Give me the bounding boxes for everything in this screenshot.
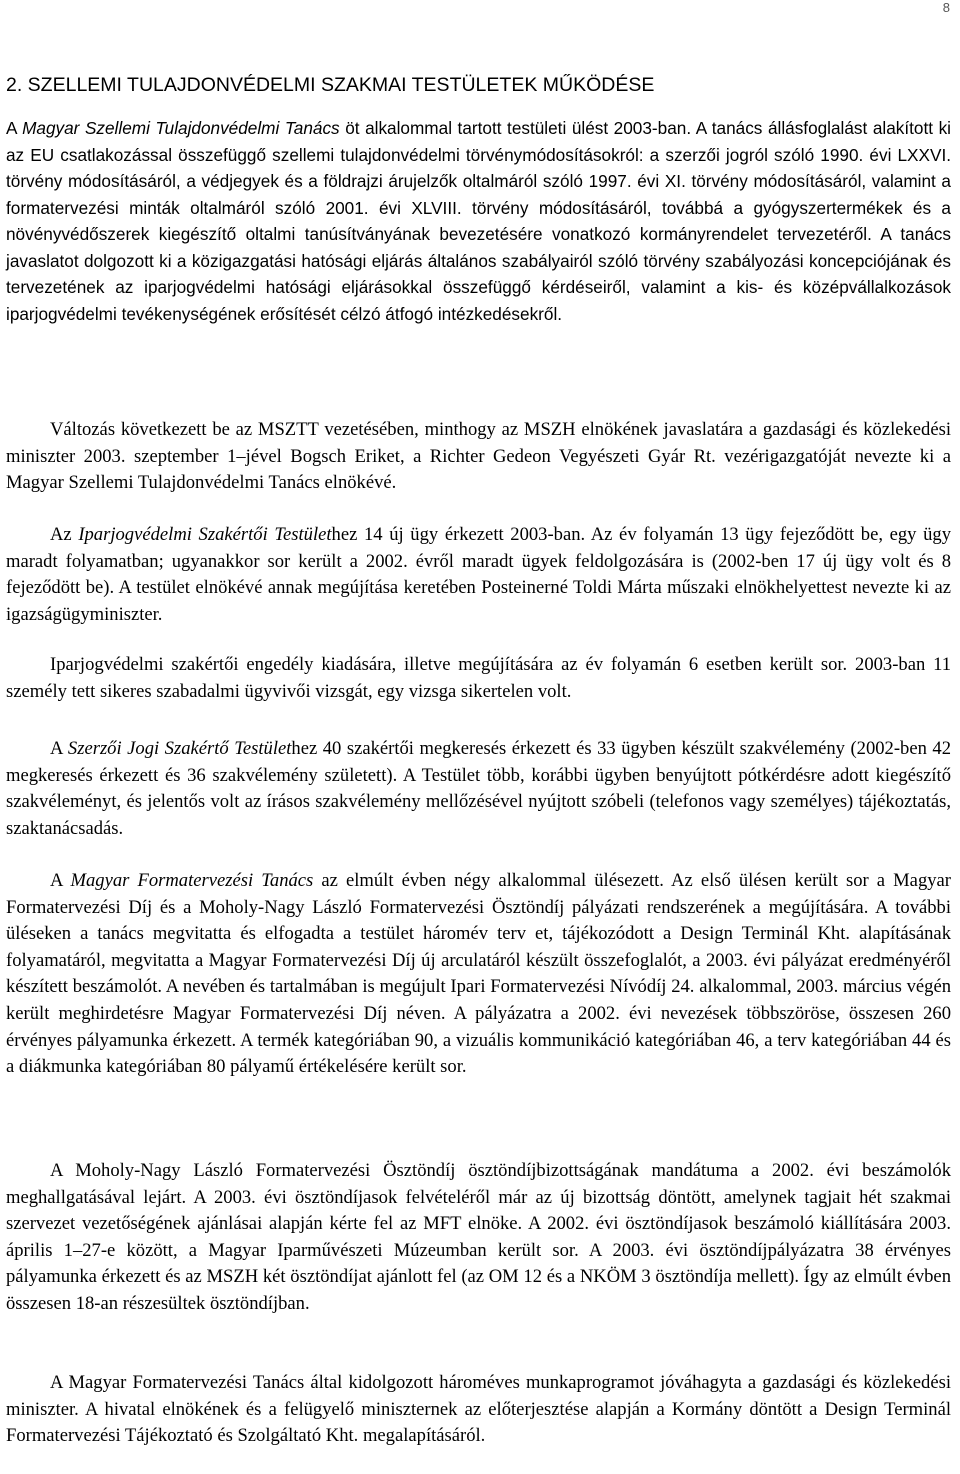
section-heading: 2. SZELLEMI TULAJDONVÉDELMI SZAKMAI TESTÜLETEK MŰKÖDÉSE <box>6 74 655 96</box>
text: A Magyar Formatervezési Tanács által kidolgozott hároméves munkaprogramot jóváhagyta a gazdasági és közlekedési miniszter. A hivatal elnökének és a felügyelő miniszternek az előterjesztése alapján a Kormány döntött a Design Terminál Formatervezési Tájékoztató és Szolgáltató Kht. megalapításáról. <box>6 1372 951 1447</box>
text: az elmúlt évben négy alkalommal ülésezett. Az első ülésen került sor a Magyar Formatervezési Díj és a Moholy-Nagy László Formatervezési Ösztöndíj pályázati rendszerének a megújítására. A további üléseken a tanács megvitatta és elfogadta a testület háromév terv et, tájékozódott a Design Terminál Kht. alapításának folyamatáról, megvitatta a Magyar Formatervezési Díj új arculatáról készült összefoglalót, a 2003. évi pályázat eredményéről készített beszámolót. A nevében és tartalmában is megújult Ipari Formatervezési Nívódíj 24. alkalommal, 2003. március végén került meghirdetésre Magyar Formatervezési Díj néven. A pályázatra a 2002. évi nevezések többszöröse, összesen 260 érvényes pályamunka érkezett. A termék kategóriában 90, a vizuális kommunikáció kategóriában 46, a terv kategóriában 44 és a diákmunka kategóriában 80 pályamű értékelésére került sor. <box>6 870 951 1078</box>
paragraph-mszt-council <box>6 115 951 327</box>
page-number: 8 <box>942 0 950 15</box>
paragraph-copyright-experts <box>6 736 951 842</box>
paragraph-work-programme <box>6 1370 951 1450</box>
text: hez 40 szakértői megkeresés érkezett és 33 ügyben készült szakvélemény (2002-ben 42 megkeresés érkezett és 36 szakvélemény született). A Testület több, korábbi ügyben benyújtott pótkérdésre adott kiegészítő szakvéleményt, és jelentős volt az írásos szakvélemény mellőzésével nyújtott szóbeli (telefonos vagy személyes) tájékoztatás, szaktanácsadás. <box>6 738 951 839</box>
paragraph-leadership-change <box>6 417 951 497</box>
text: A <box>6 118 23 138</box>
text: Iparjogvédelmi szakértői engedély kiadására, illetve megújítására az év folyamán 6 esetben került sor. 2003-ban 11 személy tett sikeres szabadalmi ügyvivői vizsgát, egy vizsga sikertelen volt. <box>6 654 951 702</box>
paragraph-design-council <box>6 868 951 1081</box>
body-name-emphasis: Iparjogvédelmi Szakértői Testület <box>78 524 332 545</box>
paragraph-industrial-experts <box>6 522 951 628</box>
body-name-emphasis: Szerzői Jogi Szakértő Testület <box>67 738 292 759</box>
body-name-emphasis: Magyar Formatervezési Tanács <box>70 870 314 891</box>
text: A Moholy-Nagy László Formatervezési Ösztöndíj ösztöndíjbizottságának mandátuma a 2002. évi beszámolók meghallgatásával lejárt. A 2003. évi ösztöndíjasok felvételéről már az új bizottság döntött, amelynek tagjait hét szakmai szervezet vezetőségének ajánlásai alapján kérte fel az MFT elnöke. A 2002. évi ösztöndíjasok beszámoló kiállítására 2003. április 1–27-e között, a Magyar Iparművészeti Múzeumban került sor. A 2003. évi ösztöndíjpályázatra 38 érvényes pályamunka érkezett és az MSZH két ösztöndíjat ajánlott fel (az OM 12 és a NKÖM 3 ösztöndíja mellett). Így az elmúlt évben összesen 18-an részesültek ösztöndíjban. <box>6 1160 951 1314</box>
text: A <box>50 870 71 891</box>
text: öt alkalommal tartott testületi ülést 2003-ban. A tanács állásfoglalást alakított ki az EU csatlakozással összefüggő szellemi tulajdonvédelmi törvénymódosításokról: a szerzői jogról szóló 1990. évi LXXVI. törvény módosításáról, a védjegyek és a földrajzi árujelzők oltalmáról szóló 1997. évi XI. törvény módosításáról, valamint a formatervezési minták oltalmáról szóló 2001. évi XLVIII. törvény módosításáról, továbbá a gyógyszertermékek és a növényvédőszerek kiegészítő oltalmi tanúsítványának bevezetésére vonatkozó kormányrendelet tervezetéről. A tanács javaslatot dolgozott ki a közigazgatási hatósági eljárás általános szabályairól szóló törvény szabályozási koncepciójának és tervezetének az iparjogvédelmi hatósági eljárásokkal összefüggő kérdéseiről, valamint a kis- és középvállalkozások iparjogvédelmi tevékenységének erősítését célzó átfogó intézkedésekről. <box>6 118 952 324</box>
text: Változás következett be az MSZTT vezetésében, minthogy az MSZH elnökének javaslatára a gazdasági és közlekedési miniszter 2003. szeptember 1–jével Bogsch Eriket, a Richter Gedeon Vegyészeti Gyár Rt. vezérigazgatóját nevezte ki a Magyar Szellemi Tulajdonvédelmi Tanács elnökévé. <box>6 419 951 494</box>
text: A <box>50 738 68 759</box>
paragraph-expert-licences <box>6 652 951 705</box>
text: Az <box>50 524 79 545</box>
paragraph-scholarship <box>6 1158 951 1318</box>
body-name-emphasis: Magyar Szellemi Tulajdonvédelmi Tanács <box>22 118 340 138</box>
text: hez 14 új ügy érkezett 2003-ban. Az év folyamán 13 ügy fejeződött be, egy ügy maradt folyamatban; ugyanakkor sor került a 2002. évről maradt ügyek feldolgozására is (2002-ben 17 új ügy volt és 8 fejeződött be). A testület elnökévé annak megújítása keretében Posteinerné Toldi Márta műszaki elnökhelyettest nevezte ki az igazságügyminiszter. <box>6 524 951 625</box>
